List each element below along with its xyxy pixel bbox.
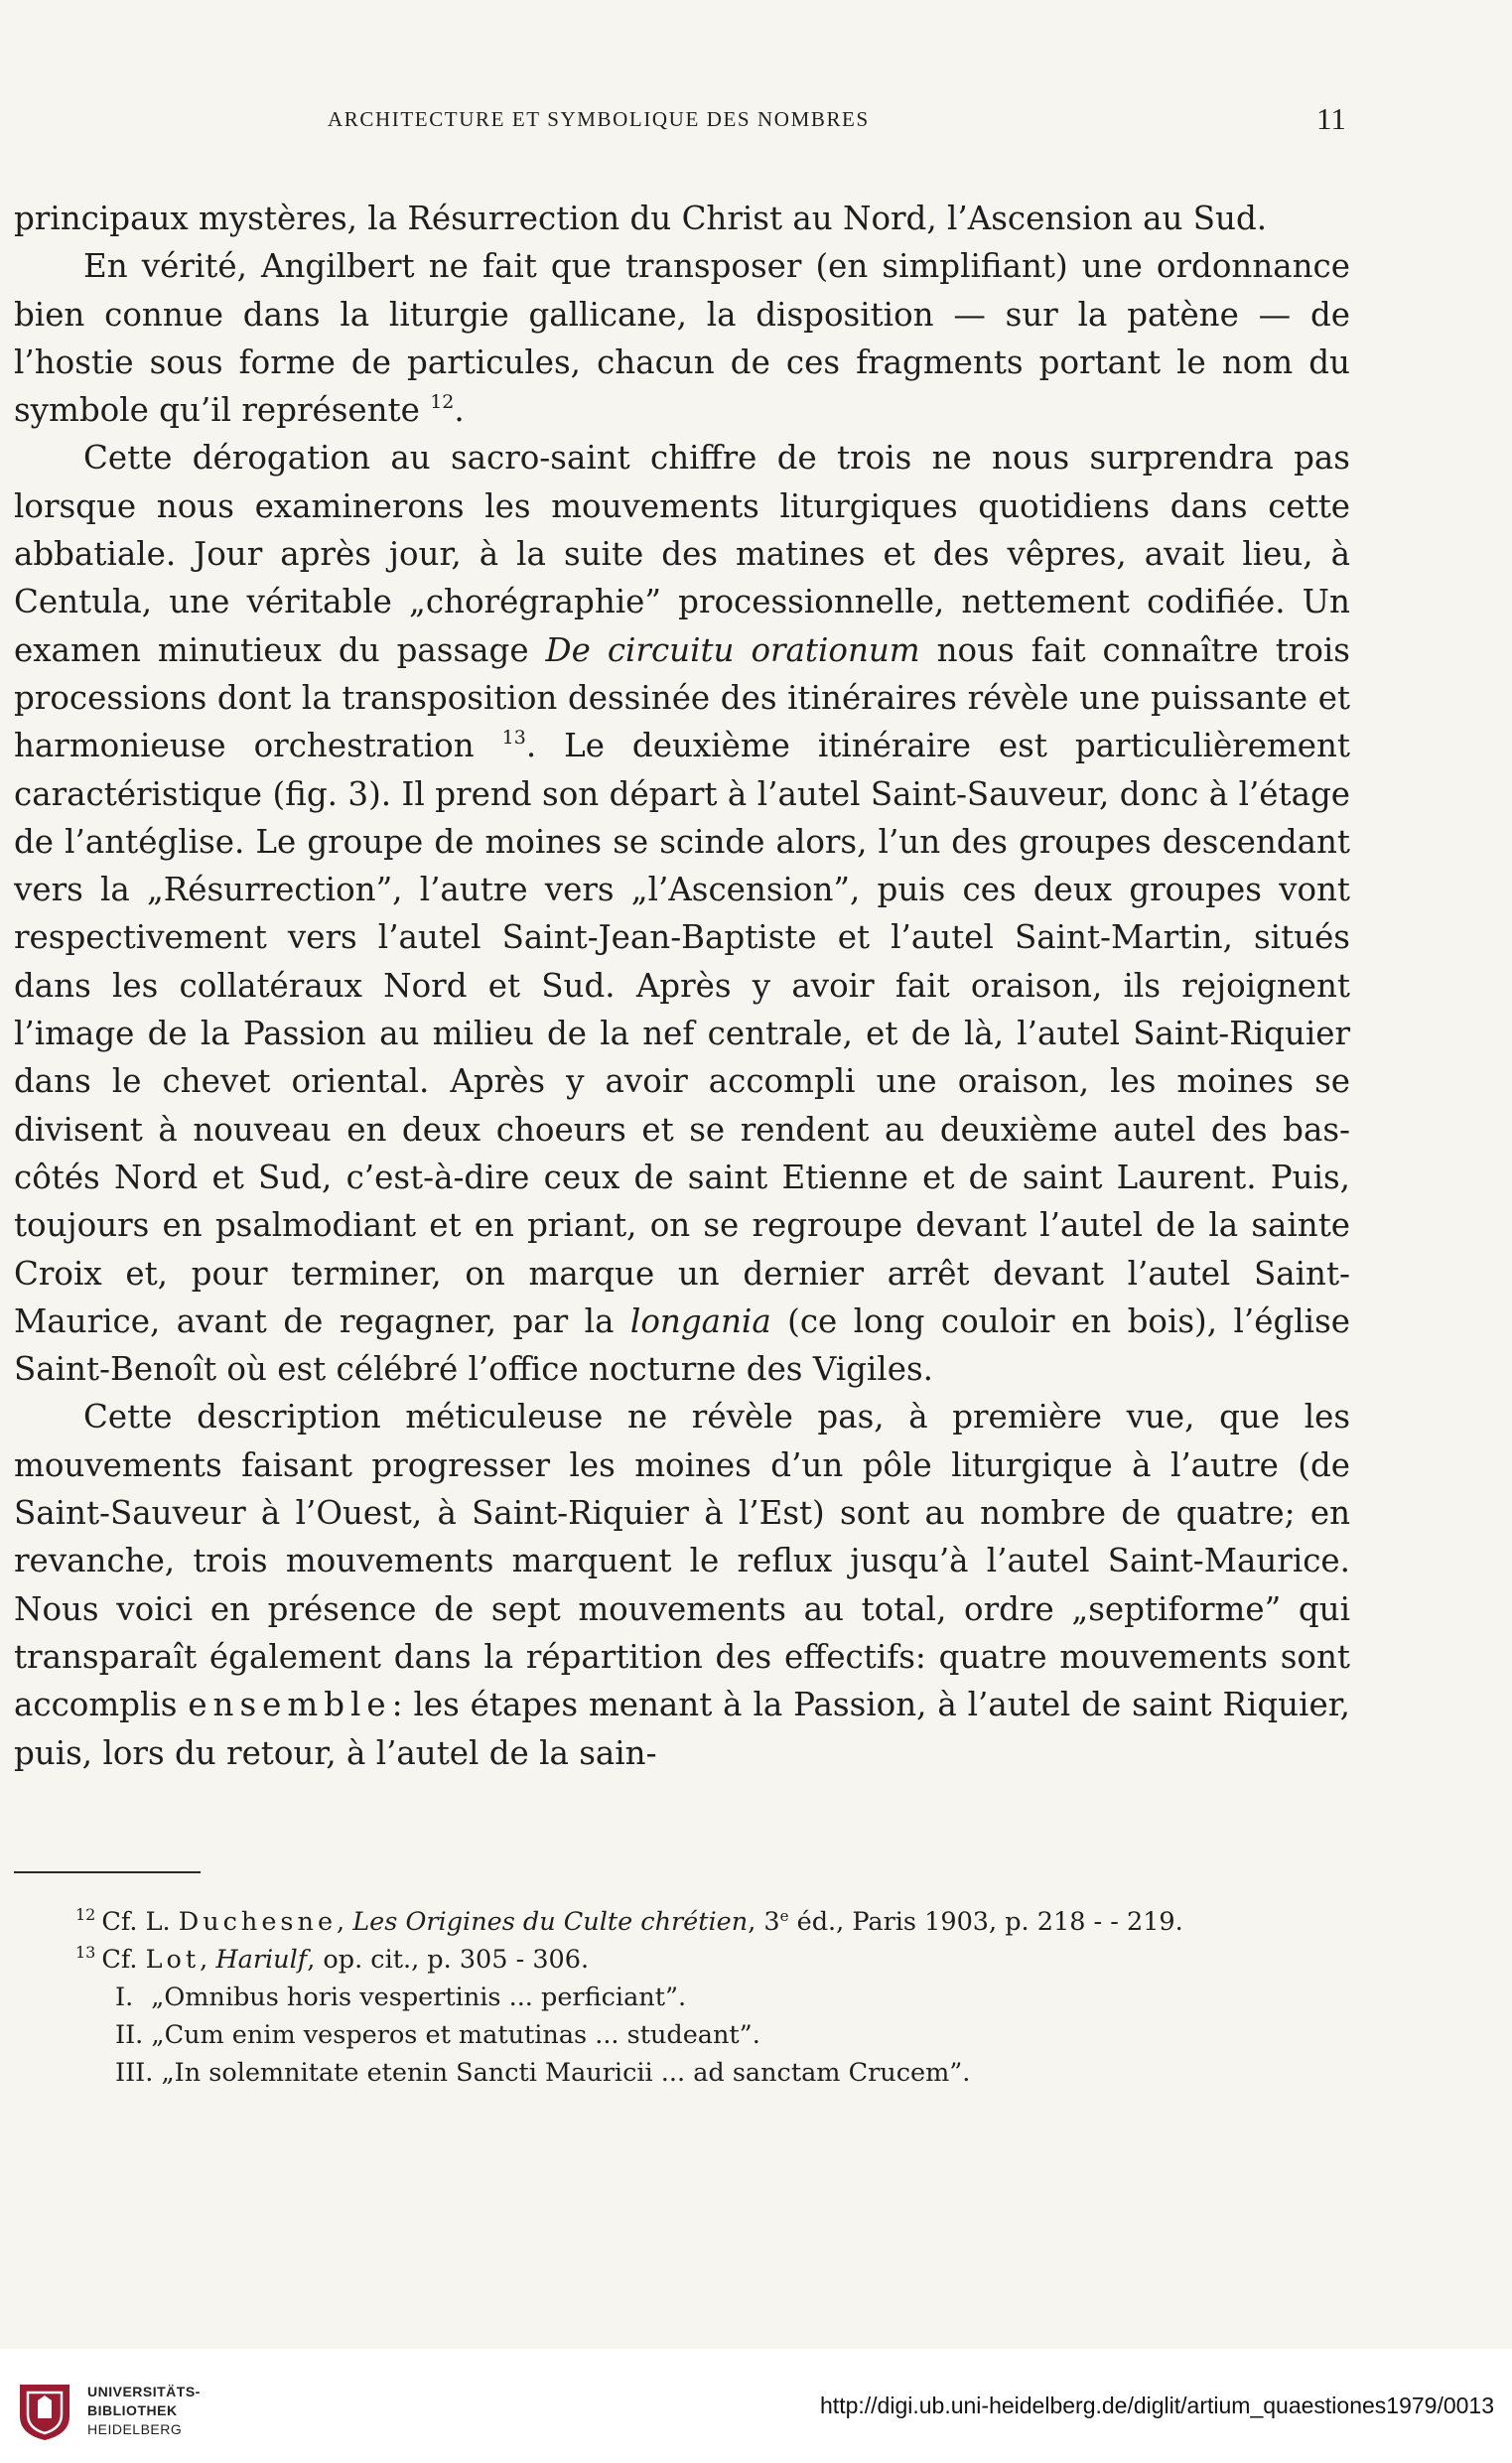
page-number: 11 — [1316, 101, 1346, 136]
spaced-word: ensemble — [188, 1686, 392, 1724]
footnote-12: $^{12}$ Cf. L. Duchesne, Les Origines du Culte chrétien, 3e éd., Paris 1903, p. 218 - - 219. — [75, 1905, 1183, 1937]
page-header — [0, 101, 1512, 147]
footnote-item: II. „Cum enim vesperos et matutinas ... studeant”. — [115, 2020, 760, 2050]
footnotes — [14, 1903, 1350, 2092]
source-url-link[interactable]: http://digi.ub.uni-heidelberg.de/diglit/artium_quaestiones1979/0013 — [820, 2393, 1494, 2418]
body-text — [14, 195, 1350, 1777]
longania-term: longania — [629, 1301, 771, 1340]
footnote-divider — [14, 1871, 201, 1873]
paragraph-1: principaux mystères, la Résurrection du Christ au Nord, l’Ascension au Sud. — [14, 200, 1268, 237]
paragraph-2: En vérité, Angilbert ne fait que transposer (en simplifiant) une ordonnance bien connue dans la liturgie gallicane, la disposition — sur la patène — de l’hostie sous forme de particules, chacun de ces fragments portant le nom du symbole qu’il représente $^{12}$. — [14, 247, 1350, 430]
footnote-item: I. „Omnibus horis vespertinis ... perficiant”. — [115, 1983, 687, 2012]
note-ref-13[interactable]: 13 — [501, 727, 526, 750]
library-name: UNIVERSITÄTS- BIBLIOTHEK HEIDELBERG — [87, 2384, 201, 2437]
paragraph-3: Cette dérogation au sacro-saint chiffre de trois ne nous surprendra pas lorsque nous examinerons les mouvements liturgiques quotidiens dans cette abbatiale. Jour après jour, à la suite des matines et des vêpres, avait lieu, à Centula, une véritable „chorégraphie” processionnelle, nettement codifiée. Un examen minutieux du passage De circuitu orationum nous fait connaître trois processions dont la transposition dessinée des itinéraires révèle une puissante et harmonieuse orchestration $^{13}$. Le deuxième itinéraire est particulièrement caractéristique (fig. 3). Il prend son départ à l’autel Saint-Sauveur, donc à l’étage de l’antéglise. Le groupe de moines se scinde alors, l’un des groupes descendant vers la „Résurrection”, l’autre vers „l’Ascension”, puis ces deux groupes vont respectivement vers l’autel Saint-Jean-Baptiste et l’autel Saint-Martin, situés dans les collatéraux Nord et Sud. Après y avoir fait oraison, ils rejoignent l’image de la Passion au milieu de la nef centrale, et de là, l’autel Saint-Riquier dans le chevet oriental. Après y avoir accompli une oraison, les moines se divisent à nouveau en deux choeurs et se rendent au deuxième autel des bas-côtés Nord et Sud, c’est-à-dire ceux de saint Etienne et de saint Laurent. Puis, toujours en psalmodiant et en priant, on se regroupe devant l’autel de la sainte Croix et, pour terminer, on marque un dernier arrêt devant l’autel Saint-Maurice, avant de regagner, par la longania (ce long couloir en bois), l’église Saint-Benoît où est célébré l’office nocturne des Vigiles. — [14, 439, 1350, 1389]
university-seal-icon — [16, 2381, 73, 2442]
running-title: ARCHITECTURE ET SYMBOLIQUE DES NOMBRES — [328, 107, 870, 131]
footnote-13: $^{13}$ Cf. Lot, Hariulf, op. cit., p. 305 - 306. — [75, 1943, 590, 1975]
note-ref-12[interactable]: 12 — [430, 391, 455, 414]
paragraph-4: Cette description méticuleuse ne révèle pas, à première vue, que les mouvements faisant progresser les moines d’un pôle liturgique à l’autre (de Saint-Sauveur à l’Ouest, à Saint-Riquier à l’Est) sont au nombre de quatre; en revanche, trois mouvements marquent le reflux jusqu’à l’autel Saint-Maurice. Nous voici en présence de sept mouvements au total, ordre „septiforme” qui transparaît également dans la répartition des effectifs: quatre mouvements sont accomplis ensemble: les étapes menant à la Passion, à l’autel de saint Riquier, puis, lors du retour, à l’autel de la sain- — [14, 1398, 1350, 1772]
work-title: De circuitu orationum — [545, 630, 920, 669]
footnote-item: III. „In solemnitate etenin Sancti Mauricii ... ad sanctam Crucem”. — [115, 2058, 971, 2088]
